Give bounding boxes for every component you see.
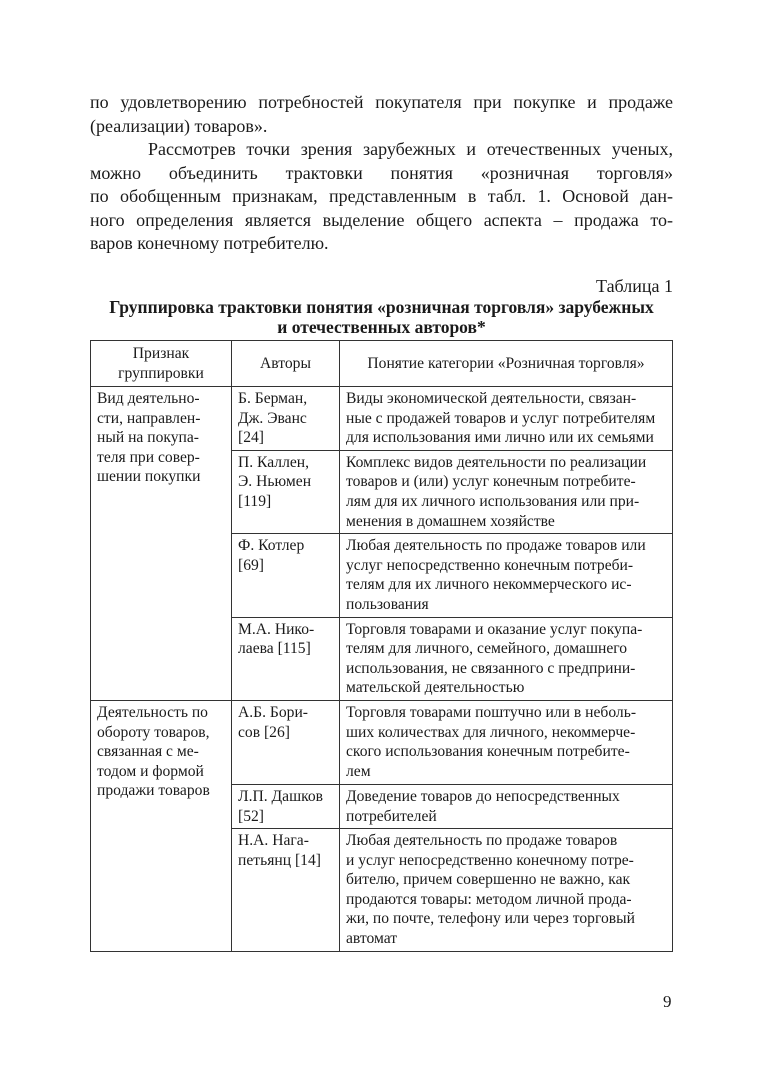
text-line: А.Б. Бори- xyxy=(238,703,308,721)
text-line: Рассмотрев точки зрения зарубежных и отечественных ученых, xyxy=(148,139,673,159)
text-line: теля при совер- xyxy=(97,448,200,466)
paragraph xyxy=(90,91,673,138)
feature-cell xyxy=(91,700,232,951)
text-line: сов [26] xyxy=(238,723,290,741)
text-line: Торговля товарами и оказание услуг покупа- xyxy=(346,620,643,638)
definition-cell xyxy=(340,534,673,617)
text-line: [69] xyxy=(238,556,264,574)
author-cell xyxy=(232,450,340,533)
text-line: Любая деятельность по продаже товаров xyxy=(346,832,618,850)
text-line: бителю, причем совершенно не важно, как xyxy=(346,871,631,889)
text-line: Виды экономической деятельности, связан- xyxy=(346,390,637,407)
text-line: (реализации) товаров». xyxy=(90,115,268,136)
text-line: ших количествах для личного, некоммерче- xyxy=(346,723,636,741)
text-line: лям для их личного использования или при- xyxy=(346,492,640,510)
text-line: продаются товары: методом личной прода- xyxy=(346,890,632,908)
definition-cell xyxy=(340,450,673,533)
author-cell xyxy=(232,700,340,784)
table-row xyxy=(91,700,673,784)
definition-cell xyxy=(340,617,673,700)
text-line: Деятельность по xyxy=(97,703,208,721)
table-title-line: и отечественных авторов* xyxy=(277,317,486,337)
text-line: мательской деятельностью xyxy=(346,679,525,697)
text-line: Любая деятельность по продаже товаров или xyxy=(346,537,646,555)
definition-cell xyxy=(340,700,673,784)
text-line: Э. Ньюмен xyxy=(238,473,312,491)
table-caption: Таблица 1 xyxy=(596,276,673,296)
column-header xyxy=(232,341,340,387)
definition-cell xyxy=(340,829,673,952)
text-line: варов конечному потребителю. xyxy=(90,233,329,253)
text-line: ского использования конечным потребите- xyxy=(346,743,630,761)
author-cell xyxy=(232,617,340,700)
text-line: для использования ими лично или их семьями xyxy=(346,429,654,447)
text-line: лем xyxy=(346,762,371,780)
feature-cell xyxy=(91,387,232,701)
text-line: телям для личного, семейного, домашнего xyxy=(346,640,628,658)
text-line: петьянц [14] xyxy=(238,851,321,869)
text-line: товаров и (или) услуг конечным потребите- xyxy=(346,473,636,491)
text-line: ные с продажей товаров и услуг потребителям xyxy=(346,409,656,427)
text-line: тодом и формой xyxy=(97,762,204,780)
text-line: автомат xyxy=(346,930,398,948)
text-line: [119] xyxy=(238,492,272,510)
text-line: Л.П. Дашков xyxy=(238,787,324,805)
text-line: связанная с ме- xyxy=(97,743,199,761)
text-line: сти, направлен- xyxy=(97,409,201,427)
author-cell xyxy=(232,784,340,828)
table-header-row xyxy=(91,341,673,387)
text-line: М.А. Нико- xyxy=(238,620,315,638)
text-line: П. Каллен, xyxy=(238,453,310,471)
table-row xyxy=(91,387,673,451)
body-text xyxy=(90,91,673,256)
column-header xyxy=(91,341,232,387)
text-line: ного определения является выделение общего аспекта – продажа то- xyxy=(90,209,673,230)
text-line: Доведение товаров до непосредственных xyxy=(346,787,620,805)
definition-cell xyxy=(340,387,673,451)
text-line: использования, не связанного с предприни- xyxy=(346,659,636,677)
text-line: жи, по почте, телефону или через торговый xyxy=(346,910,635,928)
text-line: услуг непосредственно конечным потреби- xyxy=(346,556,634,574)
text-line: продажи товаров xyxy=(97,782,210,800)
page-number: 9 xyxy=(663,992,672,1011)
text-line: и услуг непосредственно конечному потре- xyxy=(346,851,634,869)
column-header xyxy=(340,341,673,387)
text-line: Вид деятельно- xyxy=(97,390,200,407)
table-title xyxy=(90,297,673,337)
text-line: лаева [115] xyxy=(238,640,311,658)
text-line: по обобщенным признакам, представленным в табл. 1. Основой дан- xyxy=(90,186,673,206)
text-line: Понятие категории «Розничная торговля» xyxy=(367,354,645,372)
paragraph xyxy=(90,138,673,256)
text-line: Н.А. Нага- xyxy=(238,832,309,850)
data-table xyxy=(90,340,673,952)
text-line: Торговля товарами поштучно или в неболь- xyxy=(346,703,637,721)
text-line: Б. Берман, xyxy=(238,390,308,407)
text-line: Признак xyxy=(132,344,190,362)
text-line: телям для их личного некоммерческого ис- xyxy=(346,576,632,594)
text-line: пользования xyxy=(346,595,429,613)
text-line: [52] xyxy=(238,807,264,825)
text-line: Дж. Эванс xyxy=(238,409,307,427)
text-line: Авторы xyxy=(260,354,311,372)
text-line: можно объединить трактовки понятия «розничная торговля» xyxy=(90,162,673,183)
definition-cell xyxy=(340,784,673,828)
author-cell xyxy=(232,534,340,617)
author-cell xyxy=(232,829,340,952)
text-line: Комплекс видов деятельности по реализации xyxy=(346,453,647,471)
text-line: по удовлетворению потребностей покупателя при покупке и продаже xyxy=(90,92,673,112)
text-line: потребителей xyxy=(346,807,437,825)
text-line: обороту товаров, xyxy=(97,723,210,741)
text-line: [24] xyxy=(238,429,264,447)
text-line: группировки xyxy=(118,364,204,382)
text-line: менения в домашнем хозяйстве xyxy=(346,512,555,530)
author-cell xyxy=(232,387,340,451)
text-line: Ф. Котлер xyxy=(238,537,305,555)
text-line: ный на покупа- xyxy=(97,429,199,447)
table-title-line: Группировка трактовки понятия «розничная торговля» зарубежных xyxy=(109,297,654,317)
text-line: шении покупки xyxy=(97,468,201,486)
